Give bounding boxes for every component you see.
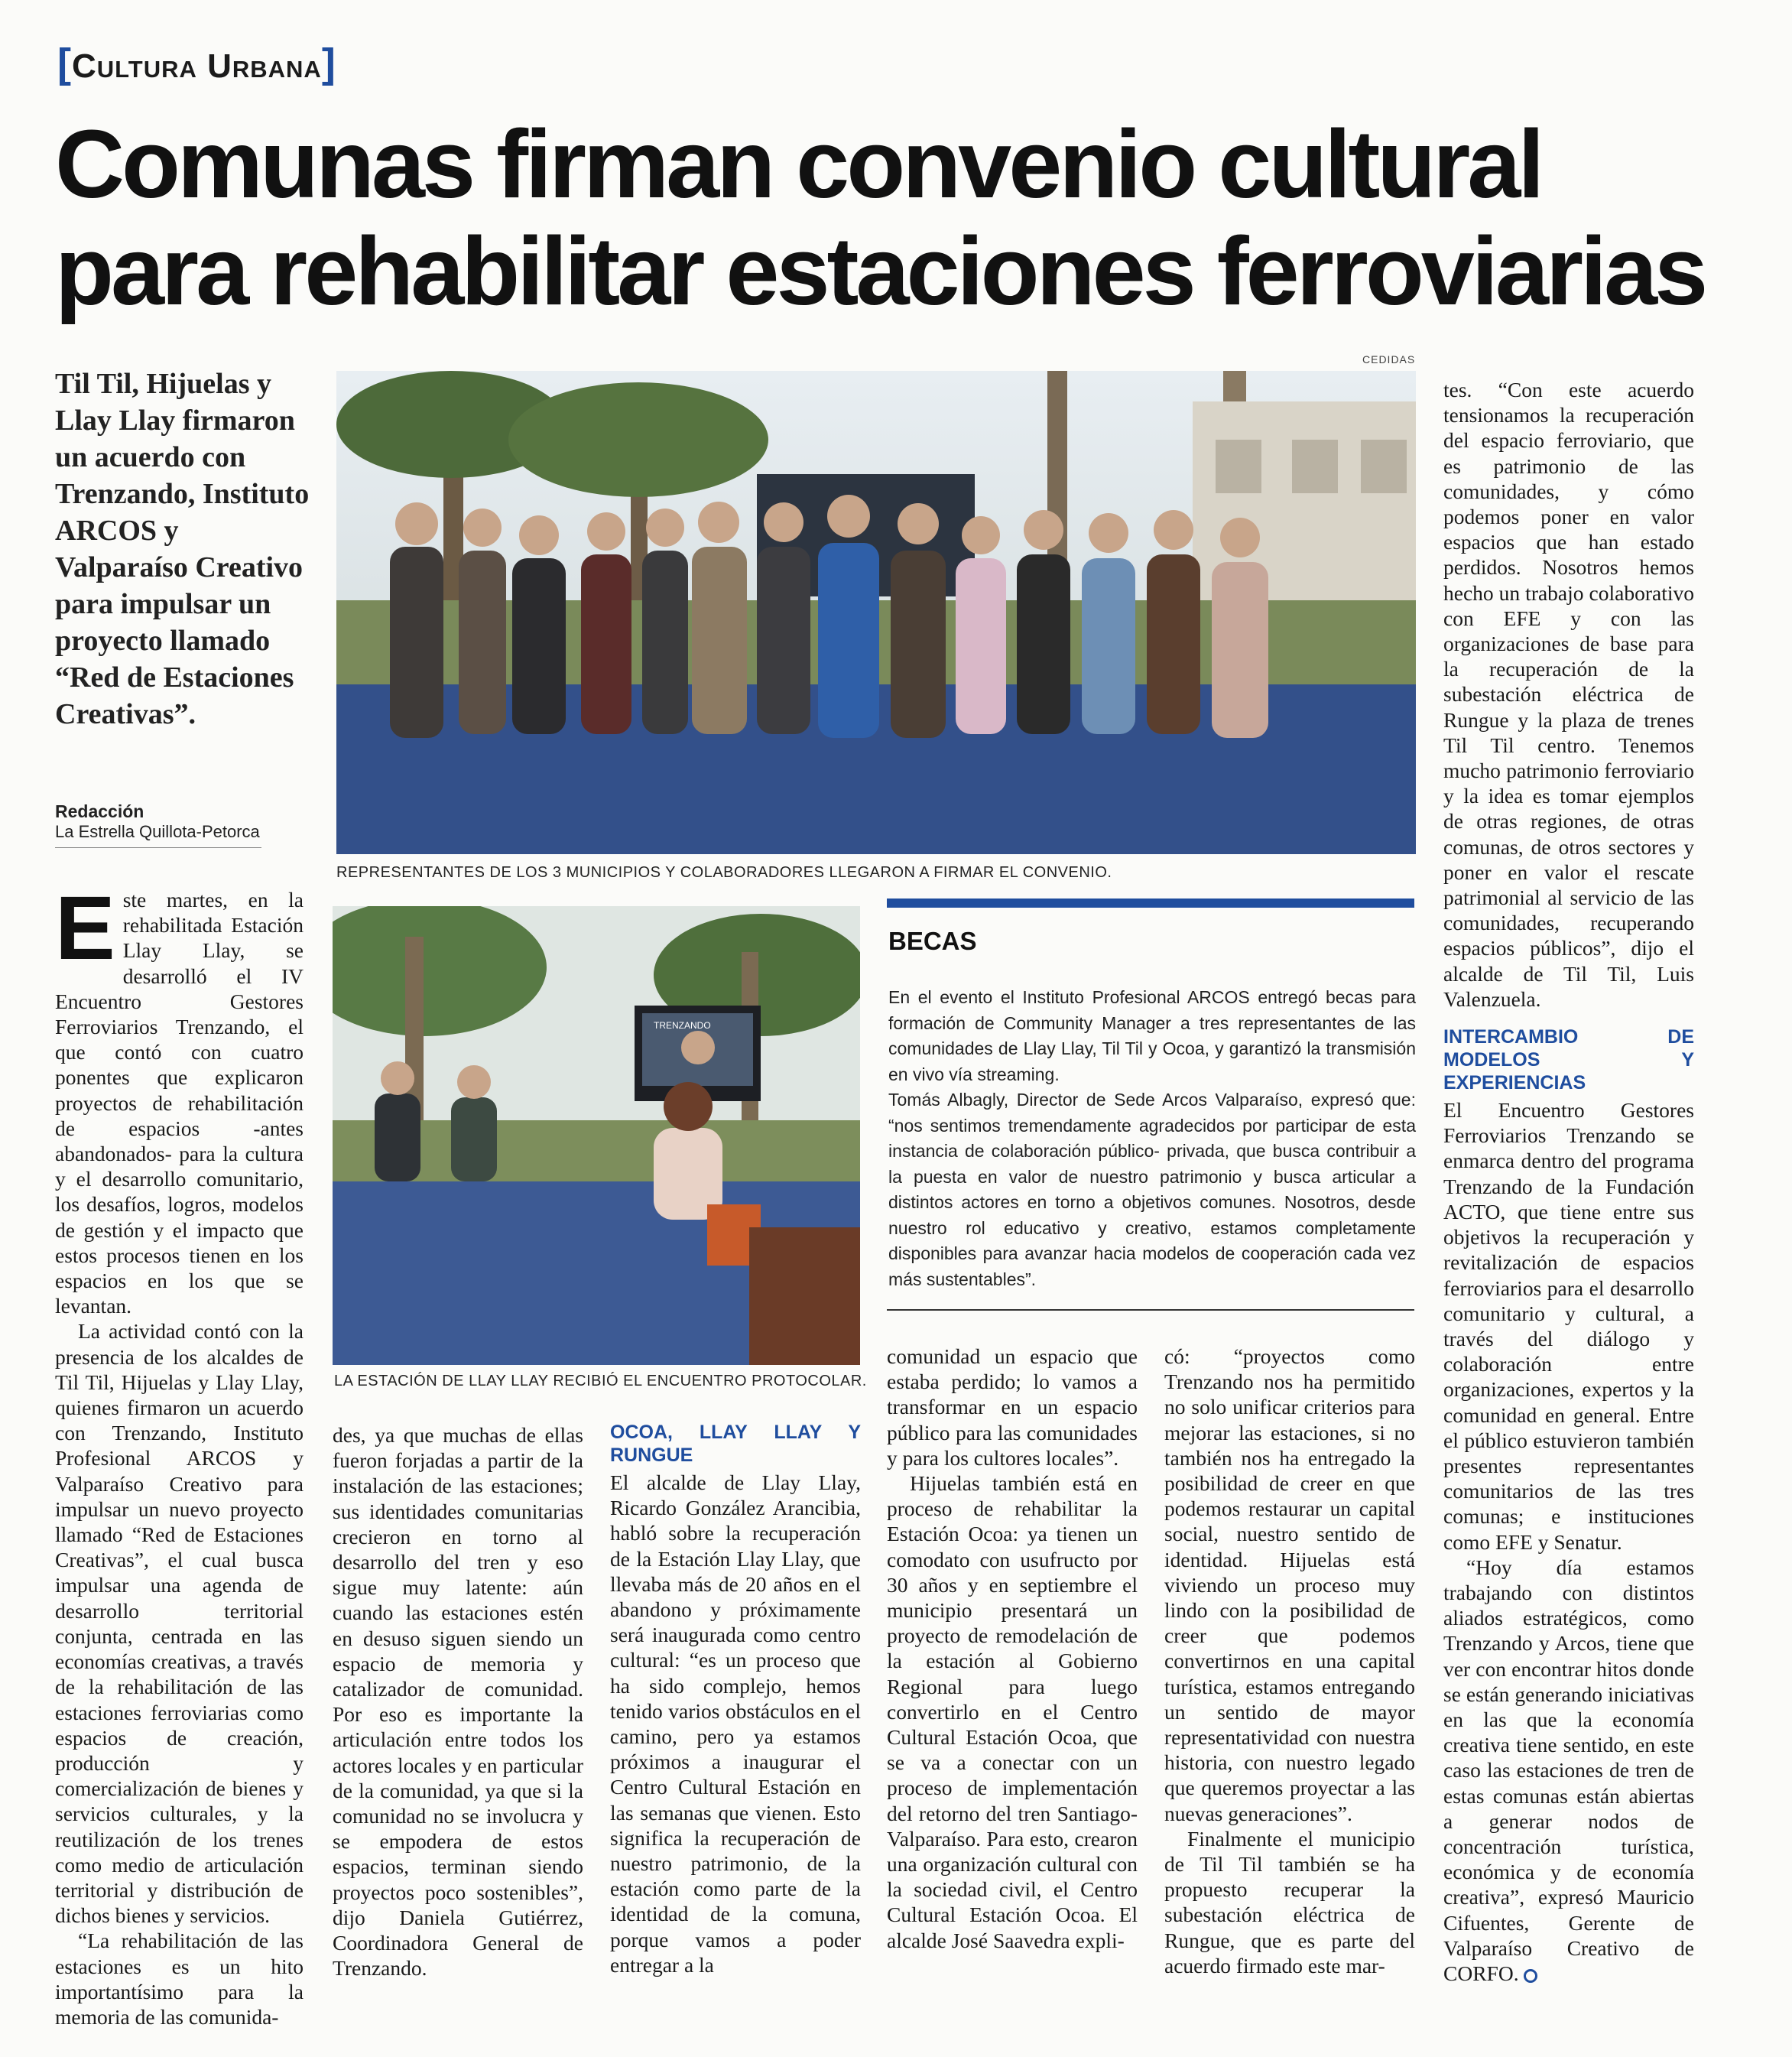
group-photo-illustration bbox=[336, 371, 1416, 854]
body-paragraph: comunidad un espacio que estaba perdido; lo vamos a transformar en un espacio público para las comunidades y para los cultores locales”. bbox=[887, 1344, 1138, 1470]
body-paragraph bbox=[1443, 1555, 1694, 1986]
body-paragraph: Hijuelas también está en proceso de rehabilitar la Estación Ocoa: ya tienen un comodato con usufructo por 30 años y en septiembre el municipio presentará un proyecto de remodelación de la estación al Gobierno Regional para luego convertirlo en el Centro Cultural Estación Ocoa, que se va a conectar con un proceso de implementación del retorno del tren Santiago-Valparaíso. Para esto, crearon una organización cultural con la sociedad civil, el Centro Cultural Estación Ocoa. El alcalde José Saavedra expli- bbox=[887, 1471, 1138, 1952]
headline-line-1: Comunas firman convenio cultural bbox=[55, 110, 1542, 218]
byline-author: Redacción bbox=[55, 801, 144, 821]
photo2-caption: LA ESTACIÓN DE LLAY LLAY RECIBIÓ EL ENCUENTRO PROTOCOLAR. bbox=[334, 1373, 867, 1389]
headline-line-2: para rehabilitar estaciones ferroviarias bbox=[55, 217, 1706, 325]
photo-credit: CEDIDAS bbox=[1362, 353, 1416, 366]
photo1-caption: REPRESENTANTES DE LOS 3 MUNICIPIOS Y COLABORADORES LLEGARON A FIRMAR EL CONVENIO. bbox=[336, 864, 1112, 881]
deck: Til Til, Hijuelas y Llay Llay firmaron un acuerdo con Trenzando, Instituto ARCOS y Valparaíso Creativo para impulsar un proyecto llamado “Red de Estaciones Creativas”. bbox=[55, 368, 310, 730]
becas-text bbox=[888, 985, 1416, 1292]
body-paragraph: có: “proyectos como Trenzando nos ha permitido no solo unificar criterios para mejorar las estaciones, si no también nos ha entregado la posibilidad de creer en que podemos restaurar un capital social, nuestro sentido de identidad. Hijuelas está viviendo un proceso muy lindo con la posibilidad de creer que podemos convertirnos en una capital turística, estamos entregando un sentido de mayor representatividad con nuestra historia, con nuestro legado que queremos proyectar a las nuevas generaciones”. bbox=[1164, 1344, 1415, 1825]
becas-top-rule bbox=[887, 899, 1414, 908]
bracket-close: ] bbox=[321, 41, 336, 86]
end-mark-icon bbox=[1524, 1969, 1537, 1983]
kicker-text: Cultura Urbana bbox=[71, 47, 322, 85]
lead-paragraph bbox=[55, 878, 304, 1318]
body-column-5 bbox=[1164, 1344, 1415, 1978]
body-paragraph: des, ya que muchas de ellas fueron forjadas a partir de la instalación de las estaciones; sus identidades comunitarias crecieron en torno al desarrollo del tren y eso sigue muy latente: aún cuando las estaciones estén en desuso siguen siendo un espacio de memoria y catalizador de comunidad. Por eso es importante la articulación entre todos los actores locales y en particular de la comunidad, ya que si la comunidad no se involucra y se empodera de estos espacios, terminan siendo proyectos poco sostenibles”, dijo Daniela Gutiérrez, Coordinadora General de Trenzando. bbox=[333, 1423, 583, 1981]
body-column-3 bbox=[610, 1421, 861, 1977]
group-photo bbox=[336, 371, 1416, 854]
becas-paragraph: Tomás Albagly, Director de Sede Arcos Valparaíso, expresó que: “nos sentimos tremendamente agradecidos por participar de esta instancia de colaboración público- privada, que busca contribuir a la puesta en valor de nuestro patrimonio y busca articular a distintos actores en torno a objetivos comunes. Nosotros, desde nuestro rol educativo y creativo, estamos completamente disponibles para avanzar hacia modelos de cooperación cada vez más sustentables”. bbox=[888, 1090, 1416, 1289]
becas-title: BECAS bbox=[888, 927, 977, 955]
screen-banner-text: TRENZANDO bbox=[654, 1020, 711, 1031]
drop-cap: E bbox=[55, 878, 115, 979]
lead-paragraph-text: ste martes, en la rehabilitada Estación Llay Llay, se desarrolló el IV Encuentro Gestores Ferroviarios Trenzando, el que contó con cuatro ponentes que explicaron proyectos de rehabilitación de espacios -antes abandonados- para la cultura y el desarrollo comunitario, los desafíos, logros, modelos de gestión y el impacto que estos procesos tienen en los espacios en los que se levantan. bbox=[55, 888, 304, 1318]
headline bbox=[55, 111, 1752, 325]
body-column-1 bbox=[55, 878, 304, 2029]
body-paragraph: La actividad contó con la presencia de los alcaldes de Til Til, Hijuelas y Llay Llay, quienes firmaron un acuerdo con Trenzando, Instituto Profesional ARCOS y Valparaíso Creativo para impulsar un nuevo proyecto llamado “Red de Estaciones Creativas”, el cual busca impulsar una agenda de desarrollo territorial conjunta, centrada en las economías creativas, a través de la rehabilitación de las estaciones ferroviarias como espacios de creación, producción y comercialización de bienes y servicios culturales, y la reutilización de los trenes como medio de articulación territorial y distribución de dichos bienes y servicios. bbox=[55, 1319, 304, 1928]
section-kicker bbox=[57, 40, 336, 87]
byline bbox=[55, 801, 260, 842]
byline-outlet: La Estrella Quillota-Petorca bbox=[55, 822, 260, 841]
bracket-open: [ bbox=[57, 41, 72, 86]
body-column-6 bbox=[1443, 377, 1694, 1986]
section-subhead: OCOA, LLAY LLAY Y RUNGUE bbox=[610, 1422, 861, 1466]
event-photo-illustration bbox=[333, 906, 860, 1365]
closing-paragraph-text: “Hoy día estamos trabajando con distintos aliados estratégicos, como Trenzando y Arcos, tiene que ver con encontrar hitos donde se están generando iniciativas en las que la economía creativa tiene sentido, en este caso las estaciones de tren de estas comunas están abiertas a generar nodos de concentración turística, económica y de economía creativa”, expresó Mauricio Cifuentes, Gerente de Valparaíso Creativo de CORFO. bbox=[1443, 1555, 1694, 1985]
body-paragraph: El Encuentro Gestores Ferroviarios Trenzando se enmarca dentro del programa Trenzando de la Fundación ACTO, que tiene entre sus objetivos la recuperación y revitalización de espacios ferroviarios para el desarrollo comunitario y cultural, a través del diálogo y colaboración entre organizaciones, expertos y la comunidad en general. Entre el público estuvieron también presentes representantes comunitarios de las tres comunas; e instituciones como EFE y Senatur. bbox=[1443, 1098, 1694, 1554]
body-paragraph: Finalmente el municipio de Til Til también se ha propuesto recuperar la subestación eléctrica de Rungue, que es parte del acuerdo firmado este mar- bbox=[1164, 1826, 1415, 1977]
body-paragraph: tes. “Con este acuerdo tensionamos la recuperación del espacio ferroviario, que es patrimonio de las comunidades, y cómo podemos poner en valor espacios que han estado perdidos. Nosotros hemos hecho un trabajo colaborativo con EFE y con las organizaciones de base para la recuperación de la subestación eléctrica de Rungue y la plaza de trenes Til Til centro. Tenemos mucho patrimonio ferroviario y la idea es tomar ejemplos de otras regiones, de otras comunas, de otros sectores y poner en valor el rescate patrimonial al servicio de las comunidades, recuperando espacios públicos”, dijo el alcalde de Til Til, Luis Valenzuela. bbox=[1443, 378, 1694, 1011]
becas-paragraph: En el evento el Instituto Profesional ARCOS entregó becas para formación de Community Manager a tres representantes de las comunidades de Llay Llay, Til Til y Ocoa, y garantizó la transmisión en vivo vía streaming. bbox=[888, 987, 1416, 1084]
becas-bottom-rule bbox=[887, 1309, 1414, 1311]
body-paragraph: El alcalde de Llay Llay, Ricardo González Arancibia, habló sobre la recuperación de la Estación Llay Llay, que llevaba más de 20 años en el abandono y próximamente será inaugurada como centro cultural: “es un proceso que ha sido complejo, hemos tenido varios obstáculos en el camino, pero ya estamos próximos a inaugurar el Centro Cultural Estación en las semanas que vienen. Esto significa la recuperación de nuestro patrimonio, de la estación como parte de la identidad de la comuna, porque vamos a poder entregar a la bbox=[610, 1470, 861, 1977]
event-photo bbox=[333, 906, 860, 1365]
body-paragraph: “La rehabilitación de las estaciones es un hito importantísimo para la memoria de las comunida- bbox=[55, 1929, 304, 2029]
byline-rule bbox=[55, 847, 261, 848]
section-subhead: INTERCAMBIO DE MODELOS Y EXPERIENCIAS bbox=[1443, 1026, 1694, 1094]
body-column-2 bbox=[333, 1422, 583, 1981]
body-column-4 bbox=[887, 1344, 1138, 1953]
